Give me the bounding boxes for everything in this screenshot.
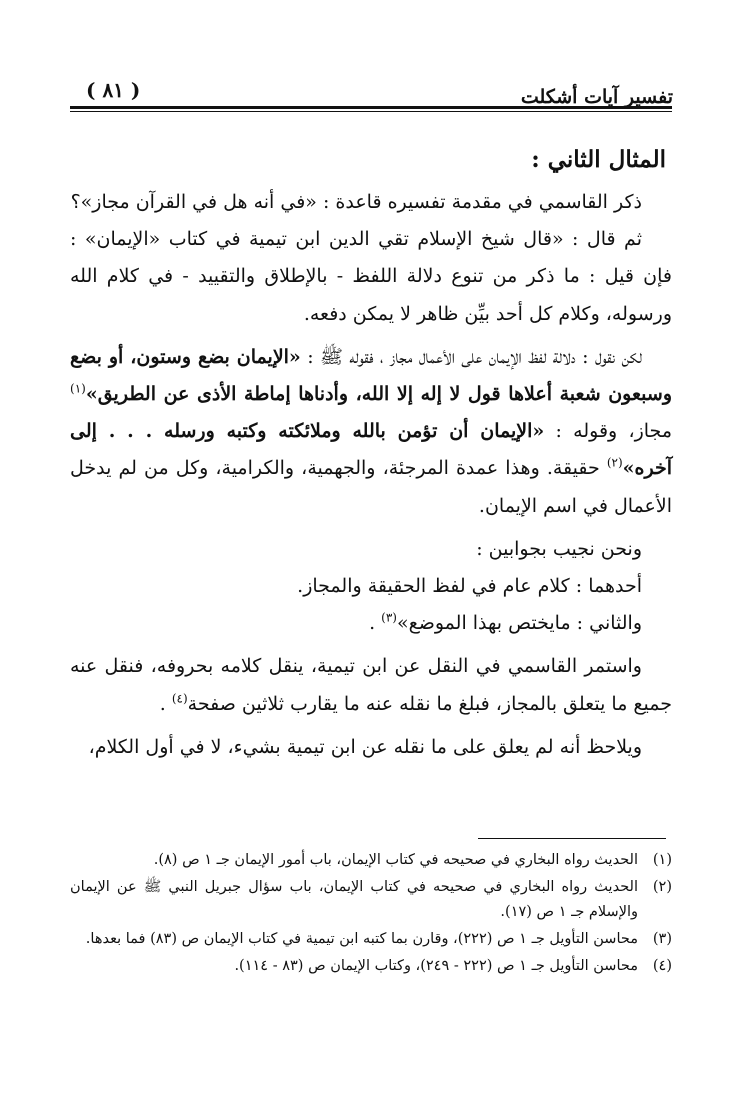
paragraph xyxy=(70,648,672,722)
header-rule-thin xyxy=(70,111,672,112)
footnote-number: (٢) xyxy=(652,879,672,895)
footnote xyxy=(70,848,672,873)
header-rule xyxy=(70,106,672,109)
paragraph xyxy=(70,339,672,525)
footnote-number: (٣) xyxy=(652,931,672,947)
paragraph-text: ونحن نجيب بجوابين : xyxy=(476,537,642,560)
footnote xyxy=(70,954,672,979)
footnote-text: الحديث رواه البخاري في صحيحه في كتاب الإيمان، باب سؤال جبريل النبي ﷺ عن الإيمان والإسلام جـ ١ ص (١٧). xyxy=(70,879,638,920)
paragraph xyxy=(70,605,672,642)
footnote-ref: (٣) xyxy=(381,610,397,625)
paragraph xyxy=(70,221,672,333)
paragraph xyxy=(70,729,672,766)
main-text xyxy=(70,140,672,766)
footnote-number: (٤) xyxy=(652,958,672,974)
paragraph-text: . xyxy=(159,692,172,715)
paragraph-text: أحدهما : كلام عام في لفظ الحقيقة والمجاز. xyxy=(297,575,642,598)
section-heading: المثال الثاني : xyxy=(531,146,666,173)
footnote-ref: (١) xyxy=(70,381,86,396)
paragraph-text: والثاني : مايختص بهذا الموضع» xyxy=(396,612,642,635)
paragraph-text: ذكر القاسمي في مقدمة تفسيره قاعدة : «في أنه هل في القرآن مجاز»؟ xyxy=(70,191,642,213)
paragraph xyxy=(70,568,672,605)
hadith-quote: «الإيمان بضع وستون، أو بضع وسبعون شعبة أعلاها قول لا إله إلا الله، وأدناها إماطة الأذى عن الطريق» xyxy=(70,345,672,406)
footnote-text: محاسن التأويل جـ ١ ص (٢٢٢)، وقارن بما كتبه ابن تيمية في كتاب الإيمان ص (٨٣) فما بعدها. xyxy=(85,931,638,947)
paragraph-text: لكن نقول : دلالة لفظ الإيمان على الأعمال مجاز ، فقوله ﷺ : xyxy=(300,345,642,368)
footnote xyxy=(70,927,672,952)
footnote xyxy=(70,875,672,925)
footnotes xyxy=(70,848,672,981)
paragraph-text: ثم قال : «قال شيخ الإسلام تقي الدين ابن تيمية في كتاب «الإيمان» : فإن قيل : ما ذكر من تنوع دلالة اللفظ - بالإطلاق والتقييد - في كلام الله ورسوله، وكلام كل أحد بيِّن ظاهر لا يمكن دفعه. xyxy=(70,228,672,325)
paragraph xyxy=(70,531,672,568)
footnote-number: (١) xyxy=(652,852,672,868)
footnote-ref: (٤) xyxy=(171,691,188,706)
footnote-text: الحديث رواه البخاري في صحيحه في كتاب الإيمان، باب أمور الإيمان جـ ١ ص (٨). xyxy=(153,852,638,868)
footnote-ref: (٢) xyxy=(606,456,623,471)
page-number: ( ٨١ ) xyxy=(86,78,141,102)
paragraph-text: . xyxy=(369,612,382,635)
footnote-rule xyxy=(478,838,666,839)
hadith-quote: «الإيمان أن تؤمن بالله وملائكته وكتبه ورسله . . . إلى آخره» xyxy=(70,420,672,480)
paragraph xyxy=(70,184,672,221)
paragraph-text: واستمر القاسمي في النقل عن ابن تيمية، ينقل كلامه بحروفه، فنقل عنه جميع ما يتعلق بالمجاز، فبلغ ما نقله عنه ما يقارب ثلاثين صفحة xyxy=(70,655,672,715)
running-header-title: تفسير آيات أشكلت xyxy=(520,86,673,108)
paragraph-text: ويلاحظ أنه لم يعلق على ما نقله عن ابن تيمية بشيء، لا في أول الكلام، xyxy=(88,735,642,758)
paragraph-text: حقيقة. وهذا عمدة المرجئة، والجهمية، والكرامية، وكل من لم يدخل الأعمال في اسم الإيمان. xyxy=(70,457,672,517)
footnote-text: محاسن التأويل جـ ١ ص (٢٢٢ - ٢٤٩)، وكتاب الإيمان ص (٨٣ - ١١٤). xyxy=(234,958,638,974)
paragraph-text: مجاز، وقوله : xyxy=(544,420,673,443)
